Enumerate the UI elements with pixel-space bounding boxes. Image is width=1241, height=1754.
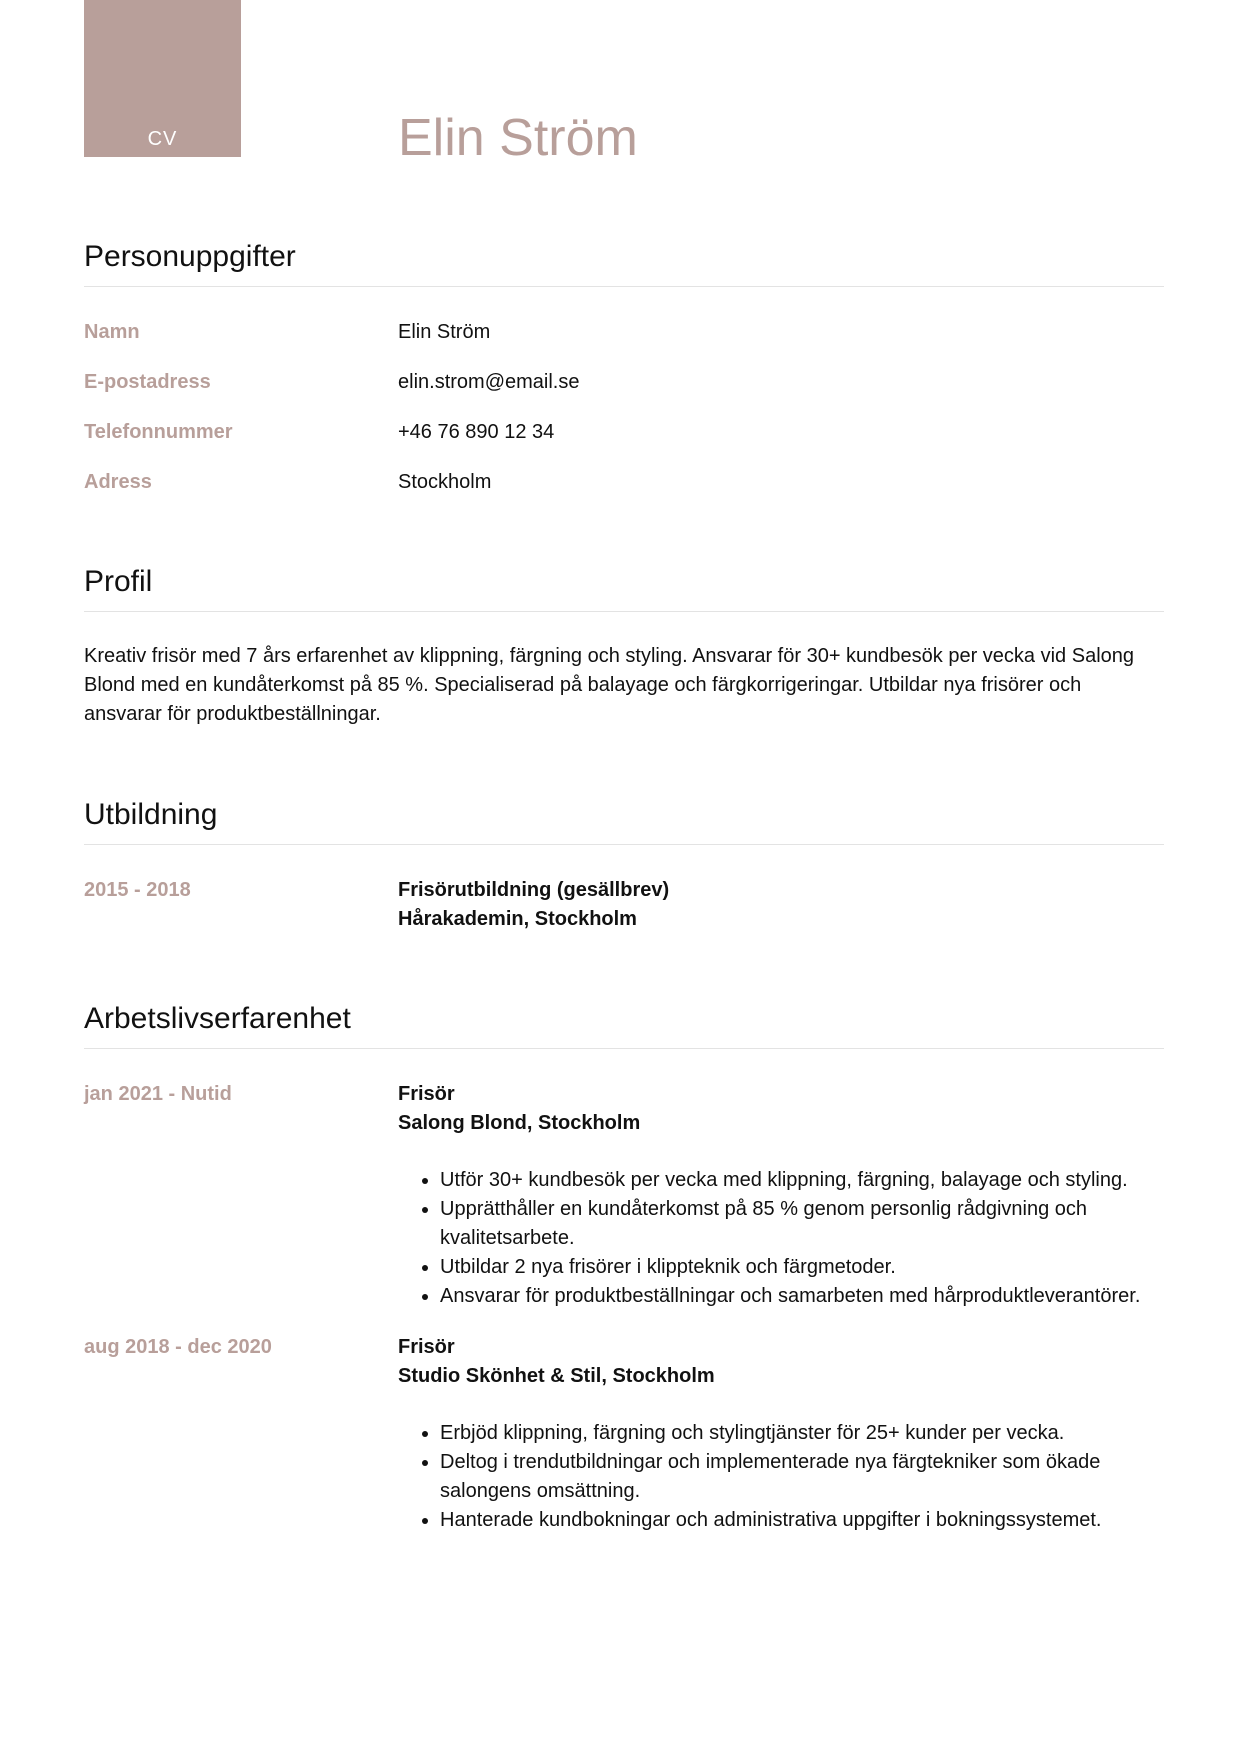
entry-org: Hårakademin, Stockholm	[398, 908, 637, 930]
list-item: • Erbjöd klippning, färgning och stylingtjänster för 25+ kunder per vecka.	[440, 1419, 1164, 1448]
experience-entry	[84, 1333, 1164, 1535]
entry-date: jan 2021 - Nutid	[84, 1083, 232, 1105]
personal-row-address	[84, 471, 1164, 521]
personal-value: Elin Ström	[398, 321, 491, 343]
photo-label: CV	[147, 128, 178, 150]
entry-date: 2015 - 2018	[84, 879, 191, 901]
profile-section	[84, 565, 1164, 729]
experience-section	[84, 1002, 1164, 1535]
personal-label: E-postadress	[84, 371, 211, 393]
entry-title: Frisör	[398, 1083, 455, 1105]
entry-bullets	[398, 1419, 1164, 1535]
education-section	[84, 798, 1164, 934]
photo-placeholder	[84, 0, 241, 157]
personal-label: Adress	[84, 471, 152, 493]
section-title-education: Utbildning	[84, 798, 1164, 845]
personal-value: Stockholm	[398, 471, 492, 493]
personal-row-phone	[84, 421, 1164, 471]
entry-bullets	[398, 1166, 1164, 1311]
entry-org: Studio Skönhet & Stil, Stockholm	[398, 1365, 715, 1387]
entry-date: aug 2018 - dec 2020	[84, 1336, 272, 1358]
candidate-name: Elin Ström	[398, 109, 638, 167]
personal-section	[84, 240, 1164, 521]
section-title-profile: Profil	[84, 565, 1164, 612]
personal-value: elin.strom@email.se	[398, 371, 580, 393]
list-item: • Upprätthåller en kundåterkomst på 85 % genom personlig rådgivning och kvalitetsarbete.	[440, 1195, 1164, 1253]
list-item: • Ansvarar för produktbeställningar och samarbeten med hårproduktleverantörer.	[440, 1282, 1164, 1311]
personal-value: +46 76 890 12 34	[398, 421, 555, 443]
list-item: • Utför 30+ kundbesök per vecka med klippning, färgning, balayage och styling.	[440, 1166, 1164, 1195]
entry-title: Frisörutbildning (gesällbrev)	[398, 879, 670, 901]
list-item: • Deltog i trendutbildningar och implementerade nya färgtekniker som ökade salongens omsättning.	[440, 1448, 1164, 1506]
experience-entry	[84, 1080, 1164, 1311]
personal-label: Namn	[84, 321, 140, 343]
entry-org: Salong Blond, Stockholm	[398, 1112, 641, 1134]
personal-label: Telefonnummer	[84, 421, 233, 443]
profile-text: Kreativ frisör med 7 års erfarenhet av klippning, färgning och styling. Ansvarar för 30+ kundbesök per vecka vid Salong Blond med en kundåterkomst på 85 %. Specialiserad på balayage och färgkorrigeringar. Utbildar nya frisörer och ansvarar för produktbeställningar.	[84, 645, 1135, 725]
personal-row-email	[84, 371, 1164, 421]
list-item: • Hanterade kundbokningar och administrativa uppgifter i bokningssystemet.	[440, 1506, 1164, 1535]
personal-row-name	[84, 321, 1164, 371]
list-item: • Utbildar 2 nya frisörer i klippteknik och färgmetoder.	[440, 1253, 1164, 1282]
section-title-personal: Personuppgifter	[84, 240, 1164, 287]
section-title-experience: Arbetslivserfarenhet	[84, 1002, 1164, 1049]
education-entry	[84, 876, 1164, 934]
entry-title: Frisör	[398, 1336, 455, 1358]
